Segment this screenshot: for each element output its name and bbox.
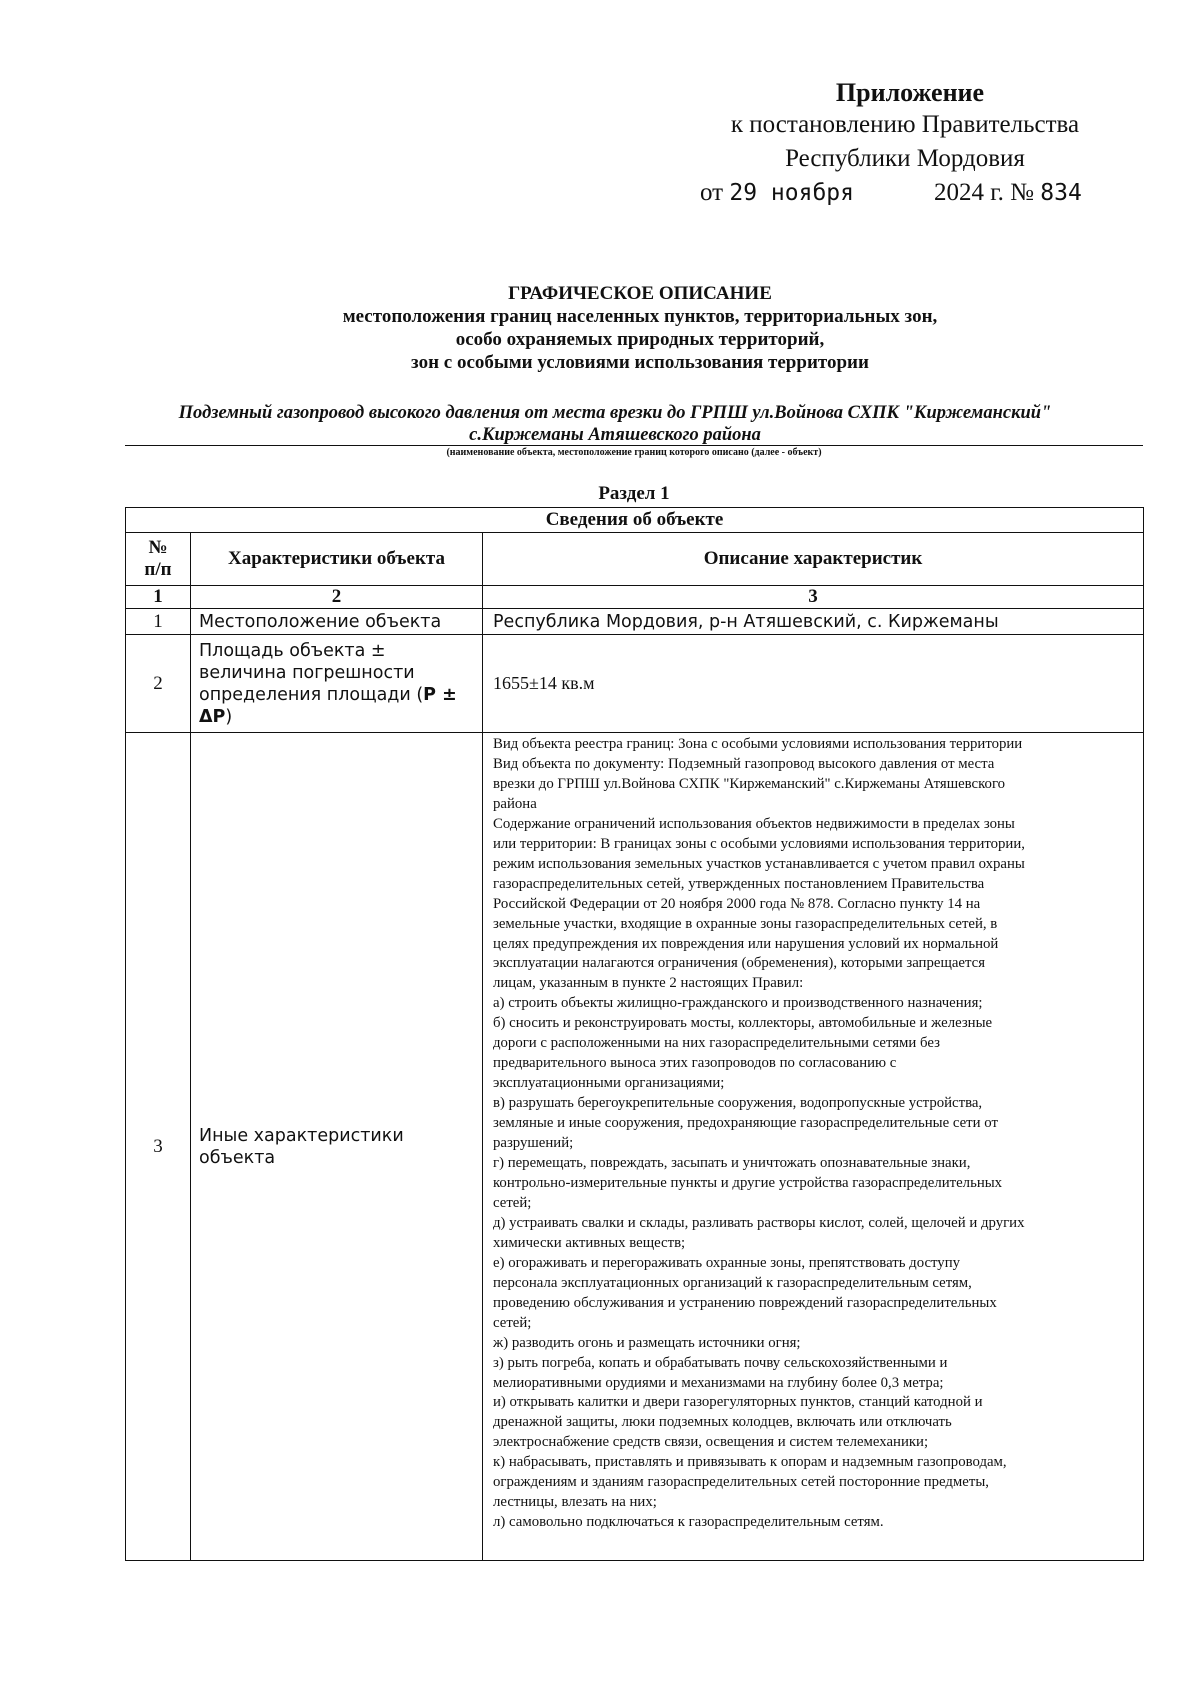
column-index: 3 <box>483 586 1144 609</box>
description-line: или территории: В границах зоны с особыми условиями использования территории, <box>493 835 1025 852</box>
description-line: и) открывать калитки и двери газорегуляторных пунктов, станций катодной и <box>493 1394 983 1411</box>
description-line: врезки до ГРПШ ул.Войнова СХПК "Киржеманский" с.Киржеманы Атяшевского <box>493 775 1006 792</box>
column-index: 1 <box>126 586 191 609</box>
description-line: а) строить объекты жилищно-гражданского и производственного назначения; <box>493 995 983 1012</box>
object-name <box>130 402 1100 446</box>
object-name-line-1: Подземный газопровод высокого давления от места врезки до ГРПШ ул.Войнова СХПК "Киржеманский" <box>178 403 1052 423</box>
description-line: Вид объекта по документу: Подземный газопровод высокого давления от места <box>493 755 995 772</box>
heading-line: особо охраняемых природных территорий, <box>455 329 825 350</box>
object-caption: (наименование объекта, местоположение границ которого описано (далее - объект) <box>446 447 822 458</box>
description-line: дороги с расположенными на них газораспределительными сетями без <box>493 1035 940 1052</box>
row-description <box>483 733 1144 1561</box>
description-line: е) огораживать и перегораживать охранные зоны, препятствовать доступу <box>493 1254 961 1271</box>
row-num: 1 <box>126 609 191 635</box>
heading-line: местоположения границ населенных пунктов, территориальных зон, <box>342 306 938 327</box>
column-index: 2 <box>191 586 483 609</box>
table-row <box>126 733 1144 1561</box>
description-line: режим использования земельных участков устанавливается с учетом правил охраны <box>493 855 1025 872</box>
appendix-title: Приложение <box>835 78 985 107</box>
description-line: химически активных веществ; <box>493 1234 686 1251</box>
description-line: контрольно-измерительные пункты и другие устройства газораспределительных <box>493 1174 1003 1191</box>
row-num: 2 <box>126 635 191 733</box>
date-prefix: от <box>700 179 724 206</box>
table-row <box>126 635 1144 733</box>
description-line: лестницы, влезать на них; <box>493 1494 657 1511</box>
description-line: ограждениям и зданиям газораспределительных сетей посторонние предметы, <box>493 1474 989 1491</box>
row-characteristic: Местоположение объекта <box>191 609 483 635</box>
document-number: 834 <box>1040 180 1082 206</box>
description-line: проведению обслуживания и устранению повреждений газораспределительных <box>493 1294 997 1311</box>
description-line: б) сносить и реконструировать мосты, коллекторы, автомобильные и железные <box>493 1015 993 1032</box>
description-line: электроснабжение средств связи, освещения и систем телемеханики; <box>493 1434 929 1451</box>
description-line: Вид объекта реестра границ: Зона с особыми условиями использования территории <box>493 736 1023 752</box>
heading-title: ГРАФИЧЕСКОЕ ОПИСАНИЕ <box>508 283 772 304</box>
date-year: 2024 г. № <box>933 179 1035 206</box>
header-num: № п/п <box>126 533 191 586</box>
row-num: 3 <box>126 733 191 1561</box>
section-title: Раздел 1 <box>598 483 670 504</box>
row-description: Республика Мордовия, р-н Атяшевский, с. Киржеманы <box>483 609 1144 635</box>
object-underline <box>125 445 1143 446</box>
description-line: г) перемещать, повреждать, засыпать и уничтожать опознавательные знаки, <box>493 1155 971 1172</box>
description-line: ж) разводить огонь и размещать источники огня; <box>493 1334 801 1351</box>
appendix-line-2: Республики Мордовия <box>785 145 1025 172</box>
description-line: сетей; <box>493 1194 532 1211</box>
document-heading <box>160 282 1120 374</box>
description-line: в) разрушать берегоукрепительные сооружения, водопропускные устройства, <box>493 1095 983 1112</box>
header-description: Описание характеристик <box>483 533 1144 586</box>
description-line: целях предупреждения их повреждения или нарушения условий их нормальной <box>493 935 999 952</box>
appendix-block <box>690 78 1150 210</box>
description-line: эксплуатации налагаются ограничения (обременения), которыми запрещается <box>493 955 985 972</box>
header-characteristic: Характеристики объекта <box>191 533 483 586</box>
description-line: персонала эксплуатационных организаций к газораспределительным сетям, <box>493 1274 972 1291</box>
table-caption: Сведения об объекте <box>126 508 1144 533</box>
description-line: Российской Федерации от 20 ноября 2000 года № 878. Согласно пункту 14 на <box>493 895 981 912</box>
description-line: лицам, указанным в пункте 2 настоящих Правил: <box>493 975 804 992</box>
description-line: сетей; <box>493 1314 532 1331</box>
description-line: дренажной защиты, люки подземных колодцев, включать или отключать <box>493 1414 952 1431</box>
row-description: 1655±14 кв.м <box>483 635 1144 733</box>
table-row <box>126 609 1144 635</box>
object-name-line-2: с.Киржеманы Атяшевского района <box>469 425 761 445</box>
object-info-table <box>125 507 1144 1561</box>
appendix-line-1: к постановлению Правительства <box>730 111 1080 138</box>
description-line: мелиоративными орудиями и механизмами на глубину более 0,3 метра; <box>493 1374 944 1391</box>
description-line: Содержание ограничений использования объектов недвижимости в пределах зоны <box>493 815 1015 832</box>
description-line: д) устраивать свалки и склады, разливать растворы кислот, солей, щелочей и других <box>493 1214 1025 1231</box>
description-line: газораспределительных сетей, утвержденных постановлением Правительства <box>493 875 985 892</box>
description-line: района <box>493 795 537 812</box>
description-line: земляные и иные сооружения, предохраняющие газораспределительные сети от <box>493 1115 998 1132</box>
heading-line: зон с особыми условиями использования территории <box>411 352 869 373</box>
description-line: разрушений; <box>493 1135 574 1152</box>
row-characteristic: Площадь объекта ± величина погрешности определения площади (P ± ΔP) <box>191 635 483 733</box>
description-line: з) рыть погреба, копать и обрабатывать почву сельскохозяйственными и <box>493 1354 948 1371</box>
appendix-date-line <box>700 176 1150 210</box>
description-line: к) набрасывать, приставлять и привязывать к опорам и надземным газопроводам, <box>493 1454 1007 1471</box>
description-line: л) самовольно подключаться к газораспределительным сетям. <box>493 1514 884 1531</box>
description-line: эксплуатационными организациями; <box>493 1075 725 1092</box>
description-line: земельные участки, входящие в охранные зоны газораспределительных сетей, в <box>493 915 998 932</box>
date-day-month: 29 ноября <box>729 180 854 206</box>
description-line: предварительного выноса этих газопроводов по согласованию с <box>493 1055 897 1072</box>
row-characteristic: Иные характеристики объекта <box>191 733 483 1561</box>
